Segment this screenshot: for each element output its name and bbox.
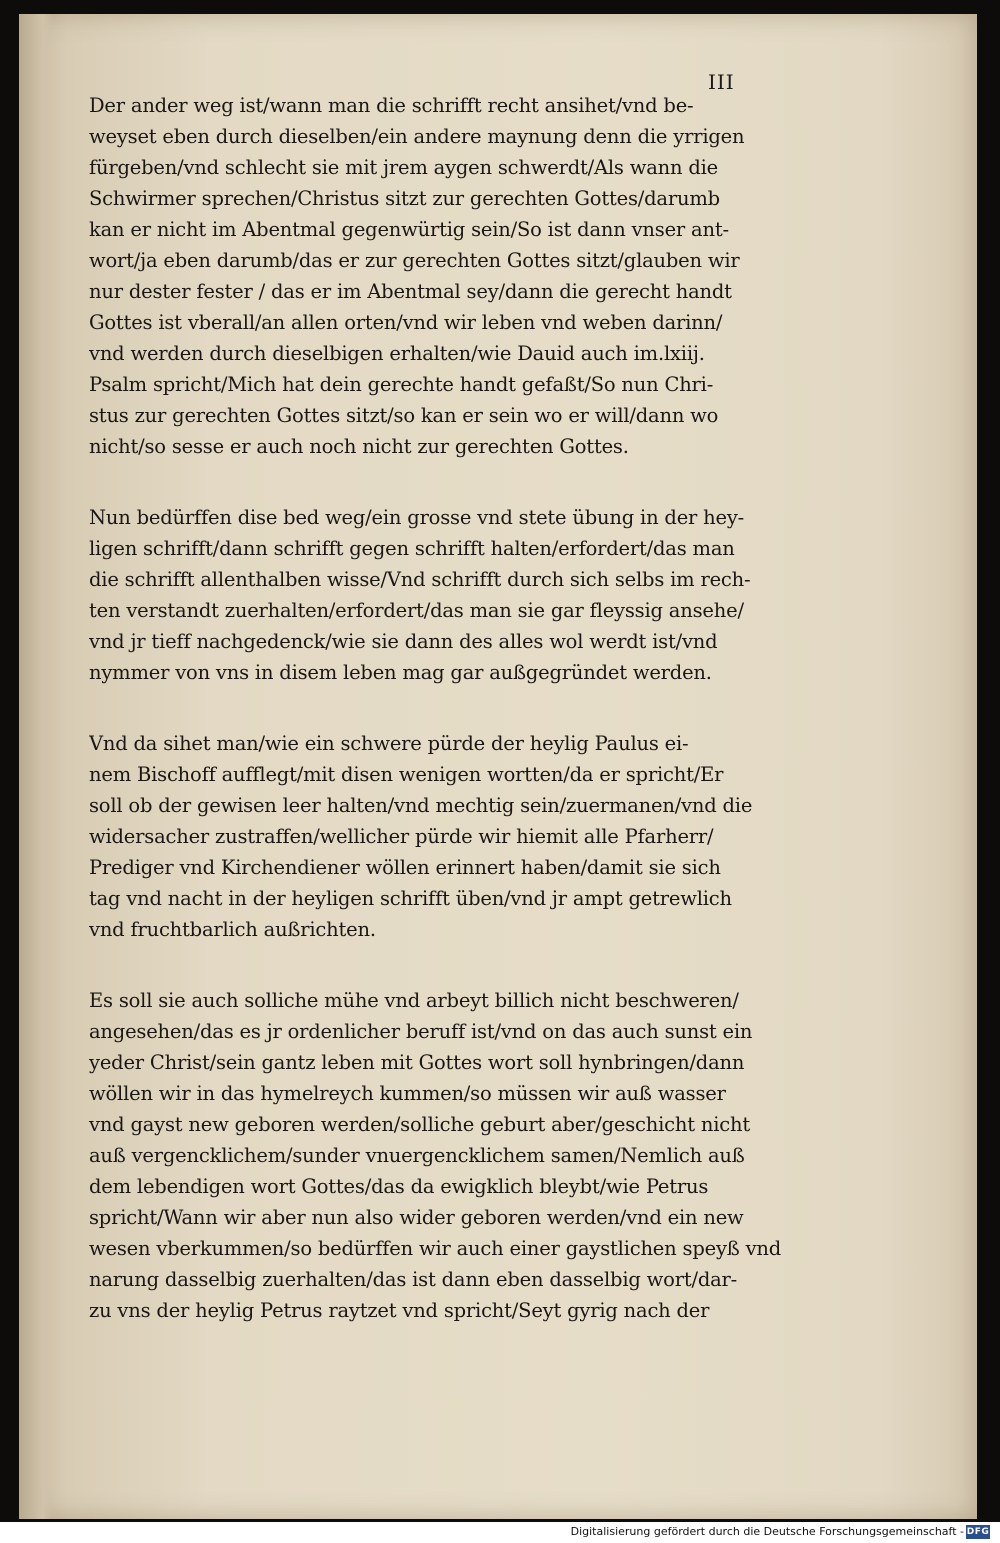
text-line: angesehen/das es jr ordenlicher beruff ist/vnd on das auch sunst ein [89, 1020, 753, 1043]
text-line: vnd gayst new geboren werden/solliche geburt aber/geschicht nicht [89, 1113, 750, 1136]
text-line: weyset eben durch dieselben/ein andere maynung denn die yrrigen [89, 125, 745, 148]
page-text [89, 90, 809, 1326]
text-line: Es soll sie auch solliche mühe vnd arbeyt billich nicht beschweren/ [89, 989, 739, 1012]
text-line: vnd fruchtbarlich außrichten. [89, 918, 376, 941]
text-line: widersacher zustraffen/wellicher pürde wir hiemit alle Pfarherr/ [89, 825, 714, 848]
text-line: nicht/so sesse er auch noch nicht zur gerechten Gottes. [89, 435, 629, 458]
text-line: wöllen wir in das hymelreych kummen/so müssen wir auß wasser [89, 1082, 726, 1105]
text-line: tag vnd nacht in der heyligen schrifft üben/vnd jr ampt getrewlich [89, 887, 732, 910]
text-line: Der ander weg ist/wann man die schrifft recht ansihet/vnd be- [89, 94, 694, 117]
text-line: kan er nicht im Abentmal gegenwürtig sein/So ist dann vnser ant- [89, 218, 729, 241]
text-line: fürgeben/vnd schlecht sie mit jrem aygen schwerdt/Als wann die [89, 156, 719, 179]
folio-number: III [708, 70, 735, 94]
text-line: ten verstandt zuerhalten/erfordert/das man sie gar fleyssig ansehe/ [89, 599, 744, 622]
text-line: wesen vberkummen/so bedürffen wir auch einer gaystlichen speyß vnd [89, 1237, 782, 1260]
page-gutter [19, 14, 53, 1519]
text-line: auß vergencklichem/sunder vnuergencklichem samen/Nemlich auß [89, 1144, 745, 1167]
text-line: wort/ja eben darumb/das er zur gerechten Gottes sitzt/glauben wir [89, 249, 740, 272]
funding-credit: Digitalisierung gefördert durch die Deutsche Forschungsgemeinschaft - [570, 1525, 964, 1538]
text-line: zu vns der heylig Petrus raytzet vnd spricht/Seyt gyrig nach der [89, 1299, 710, 1322]
dfg-logo-icon[interactable]: DFG [966, 1527, 990, 1537]
paragraph-2 [89, 502, 809, 688]
text-line: nymmer von vns in disem leben mag gar außgegründet werden. [89, 661, 712, 684]
paragraph-4 [89, 985, 809, 1326]
text-line: dem lebendigen wort Gottes/das da ewigklich bleybt/wie Petrus [89, 1175, 709, 1198]
text-line: Gottes ist vberall/an allen orten/vnd wir leben vnd weben darinn/ [89, 311, 723, 334]
text-line: nur dester fester / das er im Abentmal sey/dann die gerecht handt [89, 280, 732, 303]
text-line: spricht/Wann wir aber nun also wider geboren werden/vnd ein new [89, 1206, 744, 1229]
text-line: soll ob der gewisen leer halten/vnd mechtig sein/zuermanen/vnd die [89, 794, 753, 817]
text-line: narung dasselbig zuerhalten/das ist dann eben dasselbig wort/dar- [89, 1268, 738, 1291]
paragraph-1 [89, 90, 809, 462]
text-line: vnd werden durch dieselbigen erhalten/wie Dauid auch im.lxiij. [89, 342, 705, 365]
text-line: ligen schrifft/dann schrifft gegen schrifft halten/erfordert/das man [89, 537, 735, 560]
text-line: vnd jr tieff nachgedenck/wie sie dann des alles wol werdt ist/vnd [89, 630, 718, 653]
paragraph-3 [89, 728, 809, 945]
text-line: nem Bischoff aufflegt/mit disen wenigen wortten/da er spricht/Er [89, 763, 724, 786]
text-line: Prediger vnd Kirchendiener wöllen erinnert haben/damit sie sich [89, 856, 721, 879]
text-line: Vnd da sihet man/wie ein schwere pürde der heylig Paulus ei- [89, 732, 689, 755]
text-line: yeder Christ/sein gantz leben mit Gottes wort soll hynbringen/dann [89, 1051, 745, 1074]
text-line: die schrifft allenthalben wisse/Vnd schrifft durch sich selbs im rech- [89, 568, 751, 591]
text-line: Nun bedürffen dise bed weg/ein grosse vnd stete übung in der hey- [89, 506, 745, 529]
text-line: Schwirmer sprechen/Christus sitzt zur gerechten Gottes/darumb [89, 187, 720, 210]
text-line: stus zur gerechten Gottes sitzt/so kan er sein wo er will/dann wo [89, 404, 719, 427]
text-line: Psalm spricht/Mich hat dein gerechte handt gefaßt/So nun Chri- [89, 373, 714, 396]
